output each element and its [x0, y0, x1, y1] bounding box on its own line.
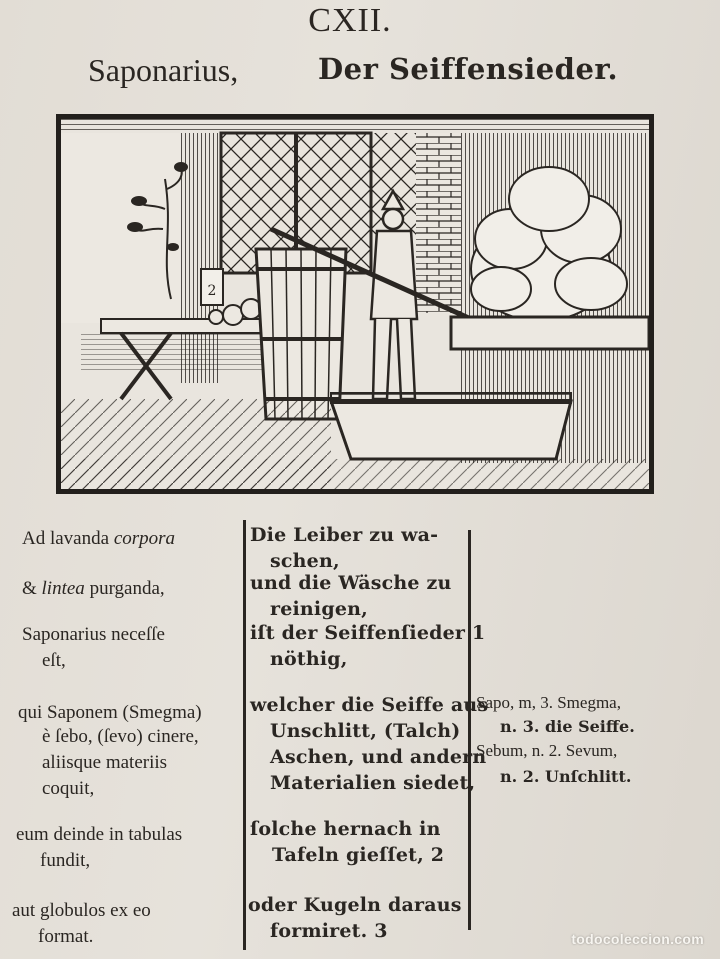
watermark-text: todocoleccion.com	[571, 931, 704, 947]
chapter-title	[88, 52, 628, 96]
latin-line: qui Saponem (Smegma)	[18, 702, 202, 723]
german-line: nöthig,	[270, 648, 348, 670]
title-german: Der Seiffensieder.	[318, 52, 619, 86]
german-line: Tafeln gieſſet, 2	[272, 844, 445, 866]
latin-line: aut globulos ex eo	[12, 900, 151, 921]
woodcut-illustration	[56, 114, 654, 494]
column-rule-right	[468, 530, 471, 930]
german-line: ſolche hernach in	[250, 818, 441, 840]
gloss-line: Sebum, n. 2. Sevum,	[476, 741, 618, 760]
column-rule-left	[243, 520, 246, 950]
german-line: iſt der Seiffenſieder 1	[250, 622, 486, 644]
latin-line: coquit,	[42, 778, 95, 799]
german-line: Unschlitt, (Talch)	[270, 720, 461, 742]
latin-line: eſt,	[42, 650, 66, 671]
german-line: welcher die Seiffe aus	[250, 694, 489, 716]
gloss-line: Sapo, m, 3. Smegma,	[476, 693, 621, 712]
german-line: schen,	[270, 550, 340, 572]
latin-line: & lintea purganda,	[22, 578, 165, 599]
title-latin: Saponarius,	[88, 52, 239, 88]
latin-line: fundit,	[40, 850, 91, 871]
german-line: oder Kugeln daraus	[248, 894, 462, 916]
gloss-line: n. 3. die Seiffe.	[500, 717, 635, 736]
german-line: formiret. 3	[270, 920, 388, 942]
chapter-numeral: CXII.	[308, 2, 392, 39]
german-line: und die Wäsche zu	[250, 572, 452, 594]
german-line: Aschen, und andern	[270, 746, 487, 768]
latin-line: è ſebo, (ſevo) cinere,	[42, 726, 199, 747]
gloss-line: n. 2. Unſchlitt.	[500, 767, 632, 786]
german-line: Die Leiber zu wa-	[250, 524, 439, 546]
german-line: Materialien siedet,	[270, 772, 476, 794]
latin-line: Ad lavanda corpora	[22, 528, 176, 549]
latin-line: format.	[38, 926, 94, 947]
latin-line: aliisque materiis	[42, 752, 168, 773]
german-line: reinigen,	[270, 598, 368, 620]
latin-line: Saponarius neceſſe	[22, 624, 165, 645]
woodcut-sign-number: 2	[207, 283, 217, 299]
latin-line: eum deinde in tabulas	[16, 824, 183, 845]
soap-boiler-woodcut-icon	[61, 119, 649, 489]
